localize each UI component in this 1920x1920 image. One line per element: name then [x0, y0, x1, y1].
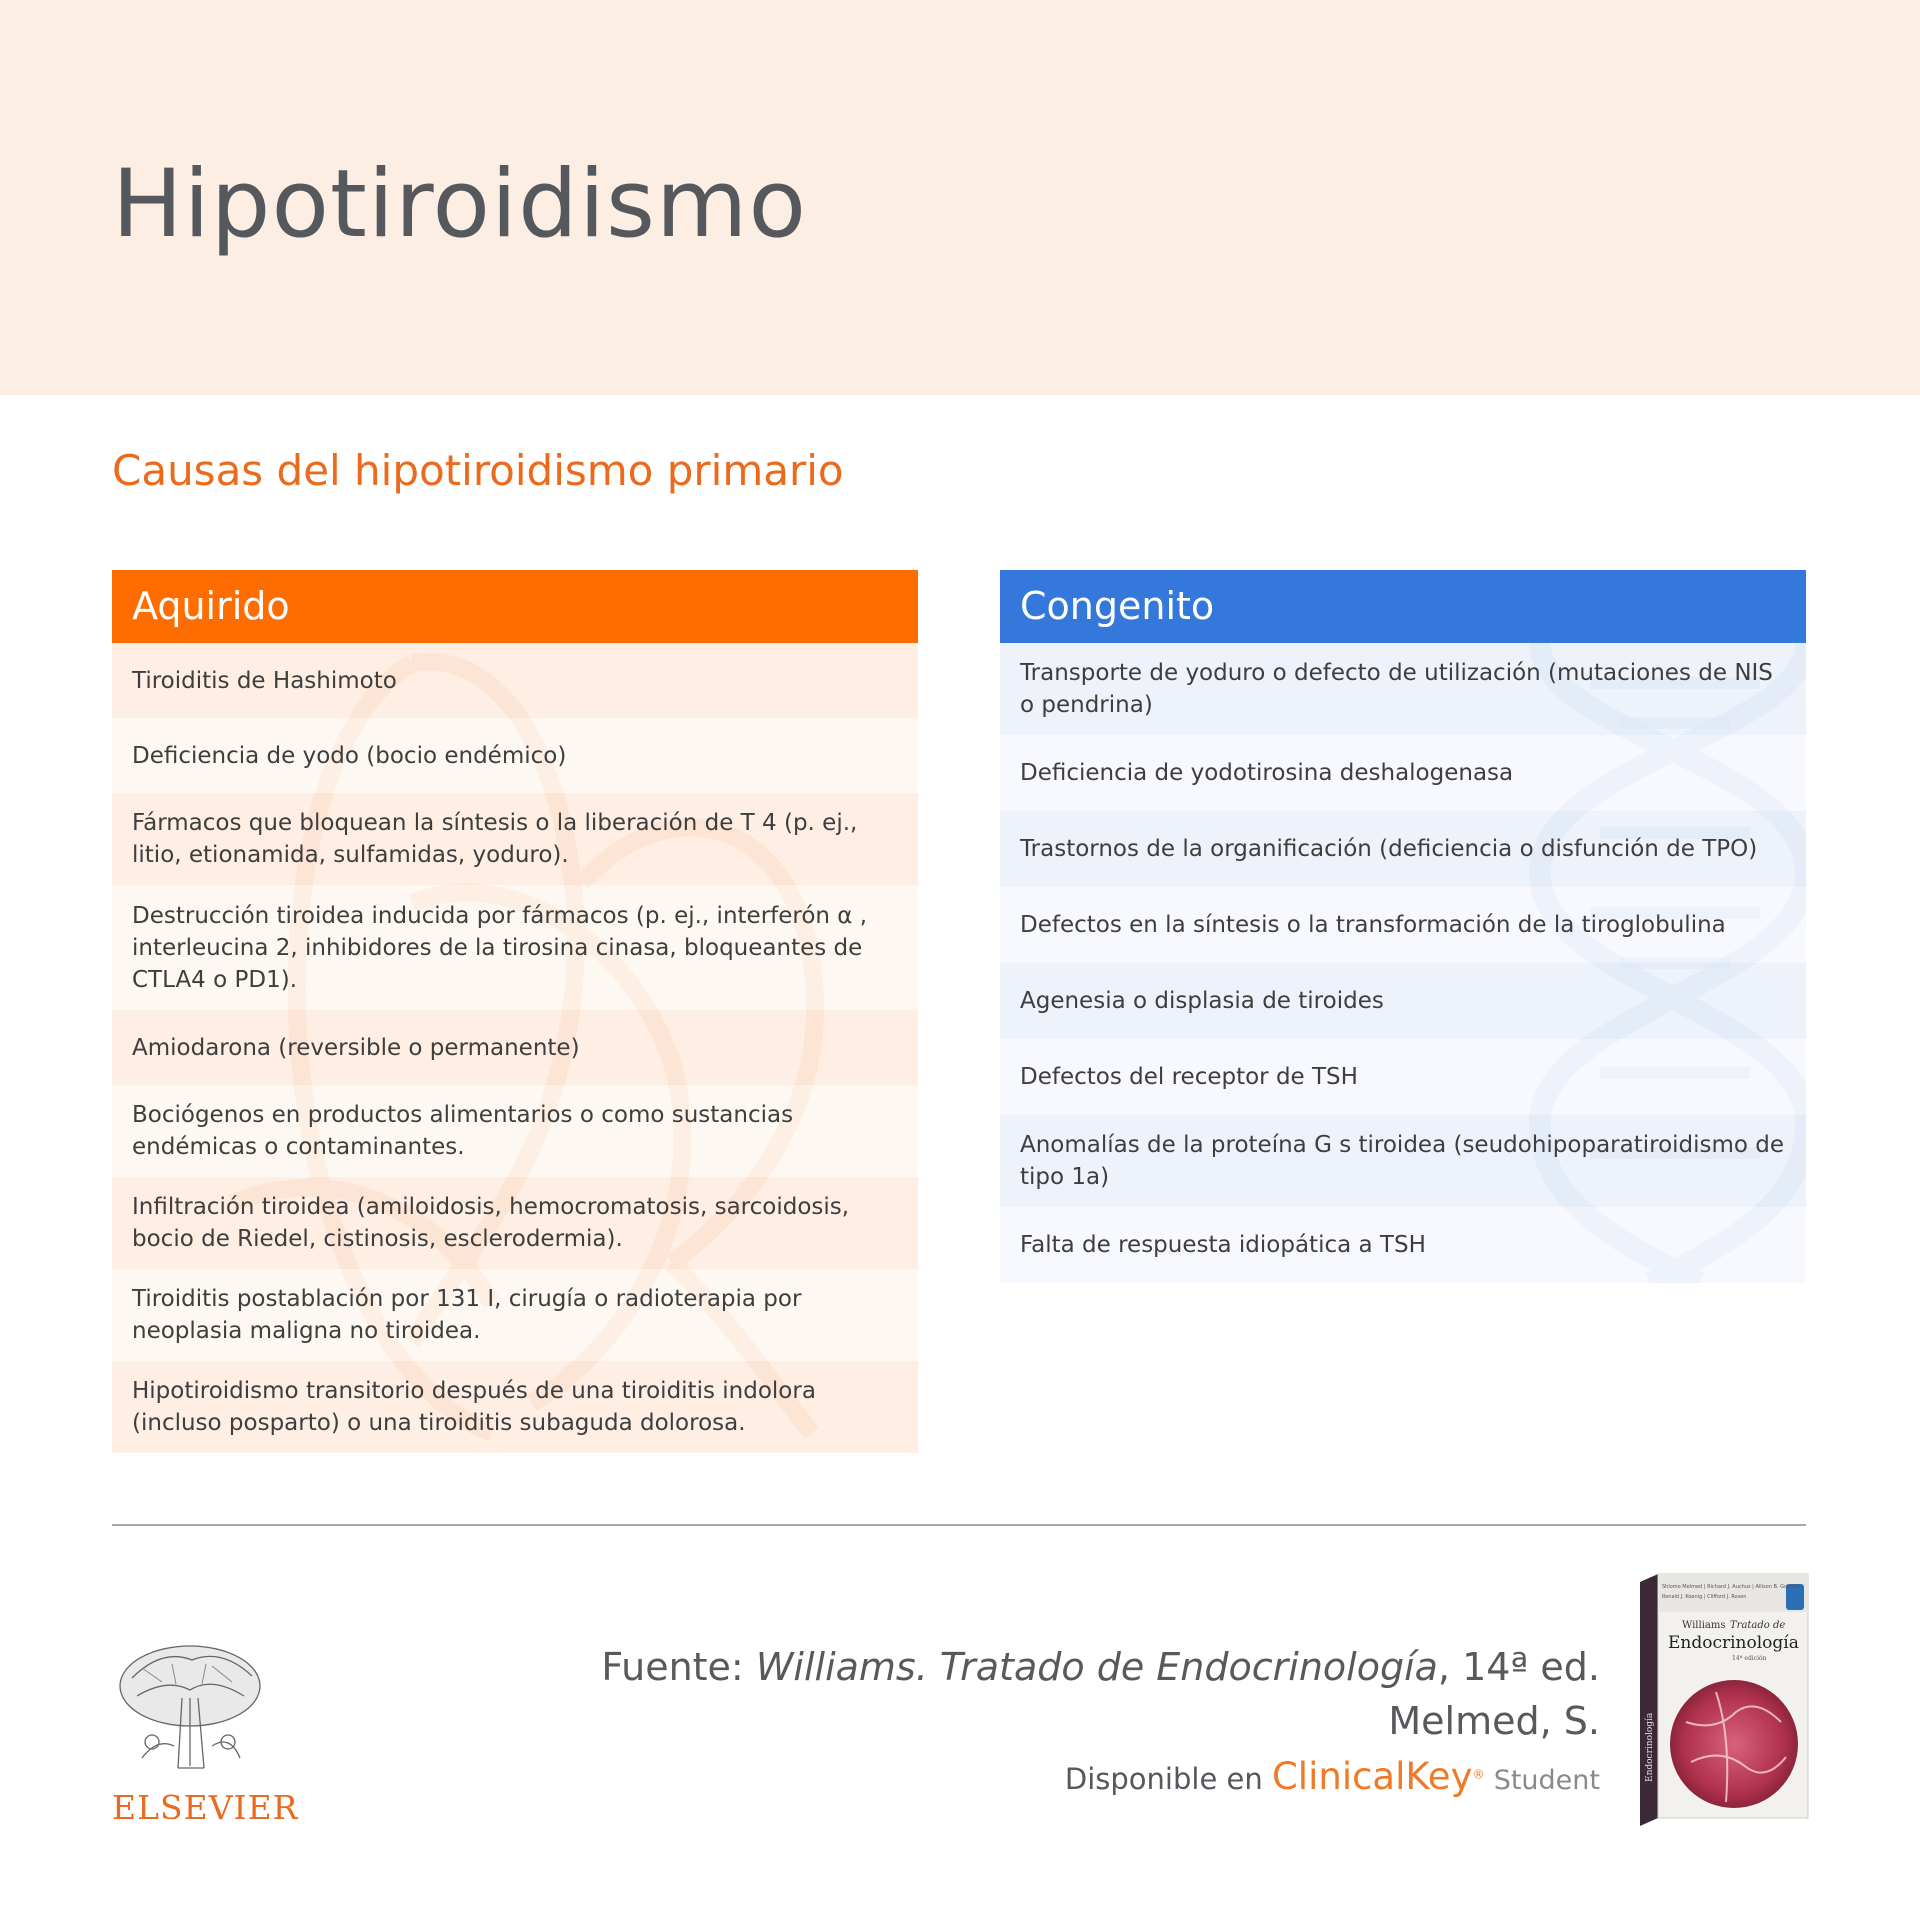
elsevier-wordmark: ELSEVIER — [112, 1788, 299, 1827]
list-item: Transporte de yoduro o defecto de utilización (mutaciones de NIS o pendrina) — [1000, 643, 1806, 735]
list-item: Agenesia o displasia de tiroides — [1000, 963, 1806, 1039]
congenital-column — [1000, 570, 1806, 1283]
source-citation — [601, 1640, 1600, 1748]
list-item: Tiroiditis de Hashimoto — [112, 643, 918, 718]
footer-divider — [112, 1524, 1806, 1526]
acquired-column — [112, 570, 918, 1453]
congenital-heading: Congenito — [1000, 570, 1806, 643]
list-item: Defectos en la síntesis o la transformación de la tiroglobulina — [1000, 887, 1806, 963]
source-book-title: Williams. Tratado de Endocrinología — [755, 1645, 1438, 1689]
list-item: Defectos del receptor de TSH — [1000, 1039, 1806, 1115]
book-edition: 14ª edición — [1732, 1655, 1767, 1662]
book-authors-line2: Ronald J. Koenig | Clifford J. Rosen — [1662, 1594, 1747, 1600]
section-subtitle: Causas del hipotiroidismo primario — [112, 446, 844, 495]
book-title: Endocrinología — [1668, 1633, 1799, 1653]
book-series-title: Tratado de — [1730, 1620, 1786, 1631]
list-item: Infiltración tiroidea (amiloidosis, hemocromatosis, sarcoidosis, bocio de Riedel, cistinosis, esclerodermia). — [112, 1177, 918, 1269]
elsevier-tree-logo — [112, 1638, 267, 1778]
page-title: Hipotiroidismo — [112, 150, 807, 259]
list-item: Trastornos de la organificación (deficiencia o disfunción de TPO) — [1000, 811, 1806, 887]
book-cover-image[interactable] — [1636, 1572, 1816, 1828]
congenital-list — [1000, 643, 1806, 1283]
student-label: Student — [1493, 1765, 1600, 1796]
list-item: Bociógenos en productos alimentarios o como sustancias endémicas o contaminantes. — [112, 1085, 918, 1177]
elsevier-logo[interactable] — [112, 1638, 299, 1827]
source-edition: , 14ª ed. — [1437, 1645, 1600, 1689]
source-author: Melmed, S. — [1388, 1699, 1600, 1743]
source-prefix: Fuente: — [601, 1645, 756, 1689]
list-item: Falta de respuesta idiopática a TSH — [1000, 1207, 1806, 1283]
availability-line — [1065, 1755, 1600, 1798]
list-item: Tiroiditis postablación por 131 I, cirugía o radioterapia por neoplasia maligna no tiroidea. — [112, 1269, 918, 1361]
list-item: Destrucción tiroidea inducida por fármacos (p. ej., interferón α , interleucina 2, inhibidores de la tirosina cinasa, bloqueantes de CTLA4 o PD1). — [112, 885, 918, 1010]
header-banner — [0, 0, 1920, 395]
book-spine-title: Endocrinología — [1645, 1712, 1655, 1782]
list-item: Hipotiroidismo transitorio después de una tiroiditis indolora (incluso posparto) o una tiroiditis subaguda dolorosa. — [112, 1361, 918, 1453]
list-item: Deficiencia de yodo (bocio endémico) — [112, 718, 918, 793]
book-authors-line1: Shlomo Melmed | Richard J. Auchus | Allison B. Goldfine — [1662, 1584, 1801, 1590]
list-item: Amiodarona (reversible o permanente) — [112, 1010, 918, 1085]
list-item: Anomalías de la proteína G s tiroidea (seudohipoparatiroidismo de tipo 1a) — [1000, 1115, 1806, 1207]
acquired-list — [112, 643, 918, 1453]
registered-mark: ® — [1472, 1767, 1485, 1782]
clinicalkey-link[interactable]: ClinicalKey — [1271, 1755, 1473, 1798]
acquired-heading: Aquirido — [112, 570, 918, 643]
list-item: Deficiencia de yodotirosina deshalogenasa — [1000, 735, 1806, 811]
available-prefix: Disponible en — [1064, 1762, 1263, 1796]
list-item: Fármacos que bloquean la síntesis o la liberación de T 4 (p. ej., litio, etionamida, sulfamidas, yoduro). — [112, 793, 918, 885]
book-series: Williams — [1682, 1620, 1726, 1631]
